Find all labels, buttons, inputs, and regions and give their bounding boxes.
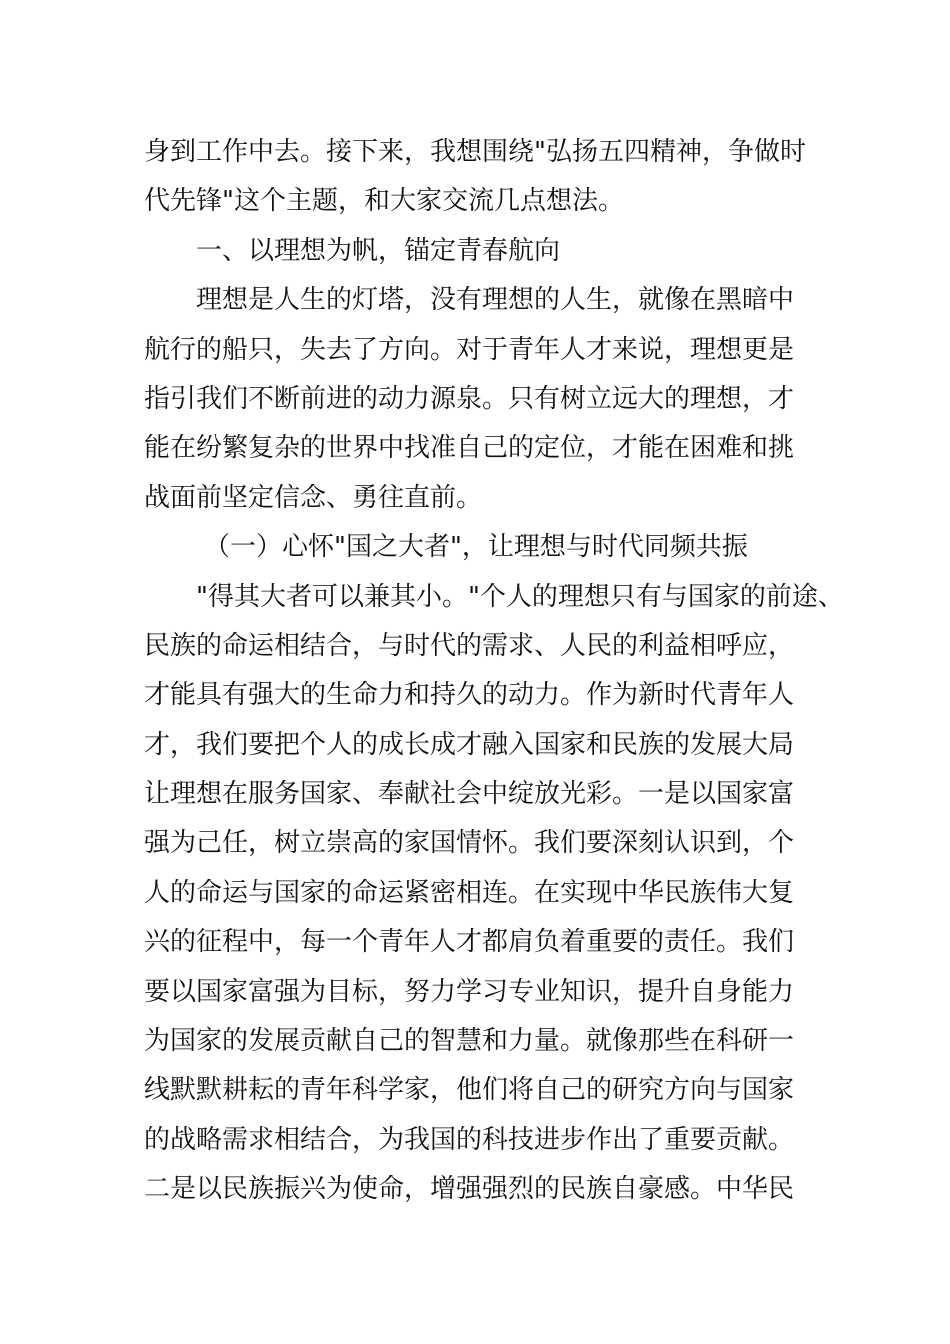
body-line: 航行的船只，失去了方向。对于青年人才来说，理想更是 — [144, 334, 795, 365]
body-line: 才，我们要把个人的成长成才融入国家和民族的发展大局 — [144, 729, 795, 760]
body-line: 兴的征程中，每一个青年人才都肩负着重要的责任。我们 — [144, 927, 795, 958]
document-body — [144, 128, 844, 1215]
subsection-heading: （一）心怀"国之大者"，让理想与时代同频共振 — [204, 532, 748, 563]
body-line: 能在纷繁复杂的世界中找准自己的定位，才能在困难和挑 — [144, 433, 795, 464]
body-line: "得其大者可以兼其小。"个人的理想只有与国家的前途、 — [196, 581, 844, 612]
body-line: 线默默耕耘的青年科学家，他们将自己的研究方向与国家 — [144, 1075, 795, 1106]
body-line: 要以国家富强为目标，努力学习专业知识，提升自身能力 — [144, 976, 795, 1007]
section-heading: 一、以理想为帆，锚定青春航向 — [196, 235, 561, 266]
body-line: 才能具有强大的生命力和持久的动力。作为新时代青年人 — [144, 680, 795, 711]
body-line: 为国家的发展贡献自己的智慧和力量。就像那些在科研一 — [144, 1026, 795, 1057]
body-line: 让理想在服务国家、奉献社会中绽放光彩。一是以国家富 — [144, 779, 795, 810]
body-line: 战面前坚定信念、勇往直前。 — [144, 482, 483, 513]
body-line: 指引我们不断前进的动力源泉。只有树立远大的理想，才 — [144, 383, 795, 414]
body-line: 身到工作中去。接下来，我想围绕"弘扬五四精神，争做时 — [144, 137, 806, 167]
body-line: 民族的命运相结合，与时代的需求、人民的利益相呼应， — [144, 630, 795, 661]
body-line: 代先锋"这个主题，和大家交流几点想法。 — [144, 186, 624, 217]
body-line: 理想是人生的灯塔，没有理想的人生，就像在黑暗中 — [196, 285, 795, 316]
body-line: 二是以民族振兴为使命，增强强烈的民族自豪感。中华民 — [144, 1174, 795, 1205]
body-line: 人的命运与国家的命运紧密相连。在实现中华民族伟大复 — [144, 877, 795, 908]
body-line: 强为己任，树立崇高的家国情怀。我们要深刻认识到，个 — [144, 828, 795, 859]
body-line: 的战略需求相结合，为我国的科技进步作出了重要贡献。 — [144, 1124, 795, 1155]
